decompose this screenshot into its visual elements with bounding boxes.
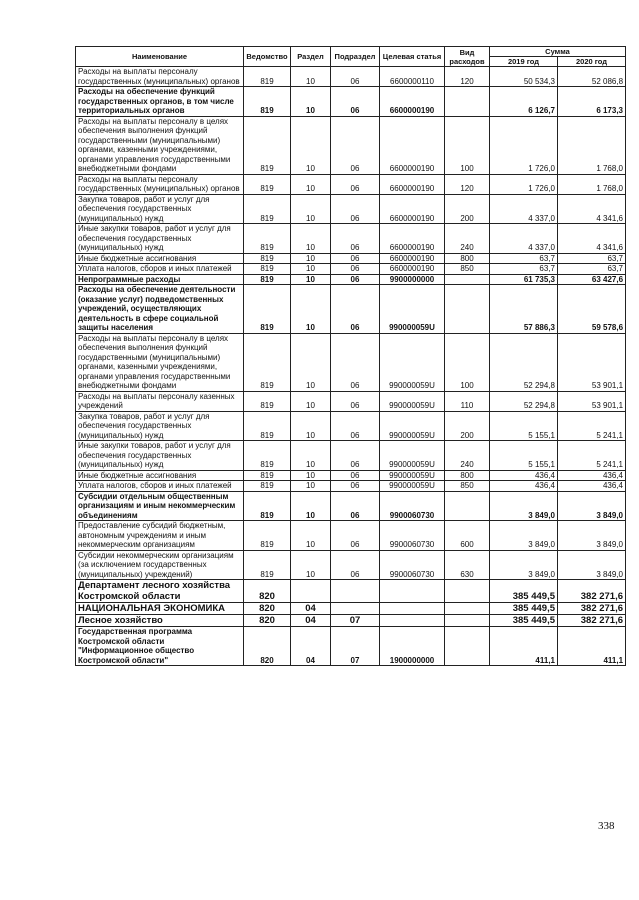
cell-dept: 819 [244,491,291,521]
cell-section: 10 [291,491,331,521]
cell-2020: 59 578,6 [558,285,626,334]
header-sum: Сумма [490,47,626,57]
cell-subsection: 06 [331,224,380,254]
cell-target: 9900000000 [380,274,445,285]
cell-2020: 382 271,6 [558,615,626,627]
cell-dept: 819 [244,550,291,580]
cell-kind [445,603,490,615]
cell-2020: 1 768,0 [558,116,626,174]
table-row [76,116,626,174]
cell-kind: 200 [445,411,490,441]
cell-name: Предоставление субсидий бюджетным, автономным учреждениям и иным некоммерческим организациям [76,521,244,551]
cell-kind: 100 [445,333,490,391]
cell-name: Расходы на выплаты персоналу в целях обеспечения выполнения функций государственными (муниципальными) органами, казенными учреждениями, органами управления государственными внебюджетными фондами [76,333,244,391]
table-row [76,603,626,615]
cell-name: Расходы на выплаты персоналу в целях обеспечения выполнения функций государственными (муниципальными) органами, казенными учреждениями, органами управления государственными внебюджетными фондами [76,116,244,174]
table-row [76,521,626,551]
cell-section: 10 [291,481,331,492]
cell-2020: 53 901,1 [558,391,626,411]
cell-subsection: 06 [331,333,380,391]
cell-kind: 850 [445,264,490,275]
cell-section: 10 [291,87,331,117]
cell-subsection [331,603,380,615]
cell-target: 990000059U [380,470,445,481]
cell-dept: 819 [244,264,291,275]
cell-2019: 1 726,0 [490,116,558,174]
cell-2020: 63 427,6 [558,274,626,285]
cell-2020: 436,4 [558,481,626,492]
cell-subsection: 07 [331,615,380,627]
cell-dept: 819 [244,87,291,117]
header-2020: 2020 год [558,57,626,67]
cell-target: 6600000190 [380,116,445,174]
cell-subsection: 06 [331,285,380,334]
cell-kind: 240 [445,224,490,254]
cell-subsection: 06 [331,264,380,275]
cell-target: 990000059U [380,441,445,471]
table-row [76,194,626,224]
cell-name: Расходы на обеспечение функций государственных органов, в том числе территориальных органов [76,87,244,117]
cell-subsection: 06 [331,67,380,87]
cell-2019: 3 849,0 [490,550,558,580]
cell-name: Закупка товаров, работ и услуг для обеспечения государственных (муниципальных) нужд [76,194,244,224]
cell-2020: 63,7 [558,264,626,275]
cell-subsection: 06 [331,391,380,411]
cell-2019: 63,7 [490,253,558,264]
cell-section: 04 [291,603,331,615]
cell-section: 10 [291,285,331,334]
cell-kind [445,285,490,334]
cell-name: Субсидии некоммерческим организациям (за исключением государственных (муниципальных) учреждений) [76,550,244,580]
table-row [76,550,626,580]
header-section: Раздел [291,47,331,67]
cell-dept: 819 [244,285,291,334]
cell-name: Иные закупки товаров, работ и услуг для обеспечения государственных (муниципальных) нужд [76,441,244,471]
cell-target: 6600000190 [380,194,445,224]
cell-kind [445,87,490,117]
cell-target: 9900060730 [380,550,445,580]
cell-2019: 52 294,8 [490,391,558,411]
cell-2020: 63,7 [558,253,626,264]
cell-dept: 819 [244,67,291,87]
table-row [76,441,626,471]
cell-target [380,603,445,615]
cell-2020: 1 768,0 [558,174,626,194]
cell-dept: 819 [244,174,291,194]
table-row [76,627,626,666]
cell-target: 6600000190 [380,253,445,264]
cell-target [380,580,445,603]
cell-name: Расходы на выплаты персоналу государственных (муниципальных) органов [76,174,244,194]
cell-kind: 240 [445,441,490,471]
table-row [76,253,626,264]
cell-2019: 385 449,5 [490,580,558,603]
cell-name: Непрограммные расходы [76,274,244,285]
table-body [76,67,626,666]
cell-2019: 3 849,0 [490,491,558,521]
cell-2020: 3 849,0 [558,491,626,521]
header-subsection: Подраздел [331,47,380,67]
table-row [76,274,626,285]
cell-subsection [331,580,380,603]
table-row [76,87,626,117]
cell-section [291,580,331,603]
cell-dept: 819 [244,194,291,224]
cell-2019: 50 534,3 [490,67,558,87]
cell-2019: 436,4 [490,481,558,492]
cell-2020: 382 271,6 [558,603,626,615]
cell-dept: 820 [244,627,291,666]
cell-2020: 52 086,8 [558,67,626,87]
cell-2019: 1 726,0 [490,174,558,194]
cell-subsection: 06 [331,116,380,174]
cell-section: 10 [291,391,331,411]
cell-dept: 819 [244,274,291,285]
cell-name: Иные бюджетные ассигнования [76,470,244,481]
table-row [76,481,626,492]
cell-dept: 820 [244,603,291,615]
cell-kind: 120 [445,174,490,194]
cell-subsection: 06 [331,481,380,492]
cell-2020: 382 271,6 [558,580,626,603]
cell-name: Уплата налогов, сборов и иных платежей [76,481,244,492]
cell-dept: 820 [244,580,291,603]
cell-kind [445,615,490,627]
cell-dept: 819 [244,481,291,492]
cell-subsection: 06 [331,274,380,285]
cell-target: 6600000190 [380,224,445,254]
cell-section: 10 [291,174,331,194]
table-row [76,411,626,441]
header-kind: Вид расходов [445,47,490,67]
cell-subsection: 06 [331,470,380,481]
cell-2020: 4 341,6 [558,224,626,254]
cell-kind: 850 [445,481,490,492]
table-row [76,285,626,334]
cell-subsection: 06 [331,441,380,471]
cell-2019: 52 294,8 [490,333,558,391]
page-number: 338 [598,820,615,832]
cell-section: 10 [291,194,331,224]
cell-2019: 5 155,1 [490,441,558,471]
cell-name: Расходы на выплаты персоналу государственных (муниципальных) органов [76,67,244,87]
cell-section: 04 [291,615,331,627]
cell-section: 10 [291,264,331,275]
cell-2019: 61 735,3 [490,274,558,285]
cell-2019: 63,7 [490,264,558,275]
cell-dept: 819 [244,470,291,481]
cell-name: Расходы на обеспечение деятельности (оказание услуг) подведомственных учреждений, осуществляющих деятельность в сфере социальной защиты населения [76,285,244,334]
header-target: Целевая статья [380,47,445,67]
cell-kind [445,491,490,521]
cell-name: Иные закупки товаров, работ и услуг для обеспечения государственных (муниципальных) нужд [76,224,244,254]
cell-subsection: 06 [331,550,380,580]
cell-name: Департамент лесного хозяйства Костромской области [76,580,244,603]
cell-2020: 411,1 [558,627,626,666]
cell-target: 990000059U [380,391,445,411]
cell-subsection: 06 [331,411,380,441]
cell-section: 10 [291,224,331,254]
cell-kind [445,580,490,603]
cell-section: 10 [291,411,331,441]
table-row [76,580,626,603]
header-dept: Ведомство [244,47,291,67]
cell-target: 9900060730 [380,521,445,551]
cell-section: 10 [291,521,331,551]
cell-2019: 3 849,0 [490,521,558,551]
cell-target [380,615,445,627]
cell-name: Лесное хозяйство [76,615,244,627]
cell-kind: 800 [445,470,490,481]
cell-dept: 819 [244,441,291,471]
cell-2019: 385 449,5 [490,603,558,615]
cell-dept: 819 [244,391,291,411]
cell-2019: 436,4 [490,470,558,481]
cell-name: Иные бюджетные ассигнования [76,253,244,264]
cell-kind [445,274,490,285]
cell-section: 10 [291,116,331,174]
cell-2019: 5 155,1 [490,411,558,441]
table-row [76,470,626,481]
table-row [76,224,626,254]
cell-2019: 6 126,7 [490,87,558,117]
cell-target: 9900060730 [380,491,445,521]
cell-section: 10 [291,253,331,264]
table-row [76,264,626,275]
cell-name: Закупка товаров, работ и услуг для обеспечения государственных (муниципальных) нужд [76,411,244,441]
table-row [76,333,626,391]
cell-2019: 57 886,3 [490,285,558,334]
cell-section: 10 [291,550,331,580]
cell-subsection: 06 [331,87,380,117]
cell-section: 10 [291,441,331,471]
cell-dept: 820 [244,615,291,627]
cell-target: 990000059U [380,411,445,441]
cell-target: 6600000190 [380,264,445,275]
table-row [76,67,626,87]
header-name: Наименование [76,47,244,67]
cell-dept: 819 [244,333,291,391]
cell-target: 1900000000 [380,627,445,666]
cell-dept: 819 [244,224,291,254]
cell-subsection: 06 [331,174,380,194]
cell-kind: 110 [445,391,490,411]
cell-section: 10 [291,274,331,285]
cell-kind [445,627,490,666]
cell-section: 10 [291,333,331,391]
table-row [76,491,626,521]
cell-target: 990000059U [380,285,445,334]
cell-2020: 3 849,0 [558,550,626,580]
budget-table [75,46,626,666]
cell-target: 990000059U [380,481,445,492]
cell-name: НАЦИОНАЛЬНАЯ ЭКОНОМИКА [76,603,244,615]
cell-target: 6600000190 [380,87,445,117]
cell-section: 10 [291,470,331,481]
header-row [76,47,626,57]
header-2019: 2019 год [490,57,558,67]
table-row [76,174,626,194]
table-row [76,615,626,627]
cell-kind: 200 [445,194,490,224]
cell-2019: 4 337,0 [490,224,558,254]
cell-2020: 53 901,1 [558,333,626,391]
cell-2019: 385 449,5 [490,615,558,627]
cell-2020: 3 849,0 [558,521,626,551]
cell-subsection: 06 [331,194,380,224]
cell-target: 990000059U [380,333,445,391]
cell-2020: 436,4 [558,470,626,481]
cell-subsection: 06 [331,253,380,264]
cell-dept: 819 [244,116,291,174]
cell-kind: 800 [445,253,490,264]
cell-2019: 4 337,0 [490,194,558,224]
cell-2020: 4 341,6 [558,194,626,224]
cell-section: 10 [291,67,331,87]
cell-section: 04 [291,627,331,666]
cell-2020: 6 173,3 [558,87,626,117]
cell-kind: 600 [445,521,490,551]
cell-kind: 100 [445,116,490,174]
cell-2020: 5 241,1 [558,411,626,441]
cell-target: 6600000110 [380,67,445,87]
cell-dept: 819 [244,411,291,441]
cell-subsection: 06 [331,521,380,551]
cell-dept: 819 [244,521,291,551]
cell-subsection: 07 [331,627,380,666]
cell-target: 6600000190 [380,174,445,194]
cell-subsection: 06 [331,491,380,521]
cell-name: Субсидии отдельным общественным организациям и иным некоммерческим объединениям [76,491,244,521]
cell-2020: 5 241,1 [558,441,626,471]
table-row [76,391,626,411]
cell-dept: 819 [244,253,291,264]
cell-name: Государственная программа Костромской области "Информационное общество Костромской области" [76,627,244,666]
cell-name: Расходы на выплаты персоналу казенных учреждений [76,391,244,411]
cell-kind: 630 [445,550,490,580]
cell-name: Уплата налогов, сборов и иных платежей [76,264,244,275]
cell-2019: 411,1 [490,627,558,666]
cell-kind: 120 [445,67,490,87]
